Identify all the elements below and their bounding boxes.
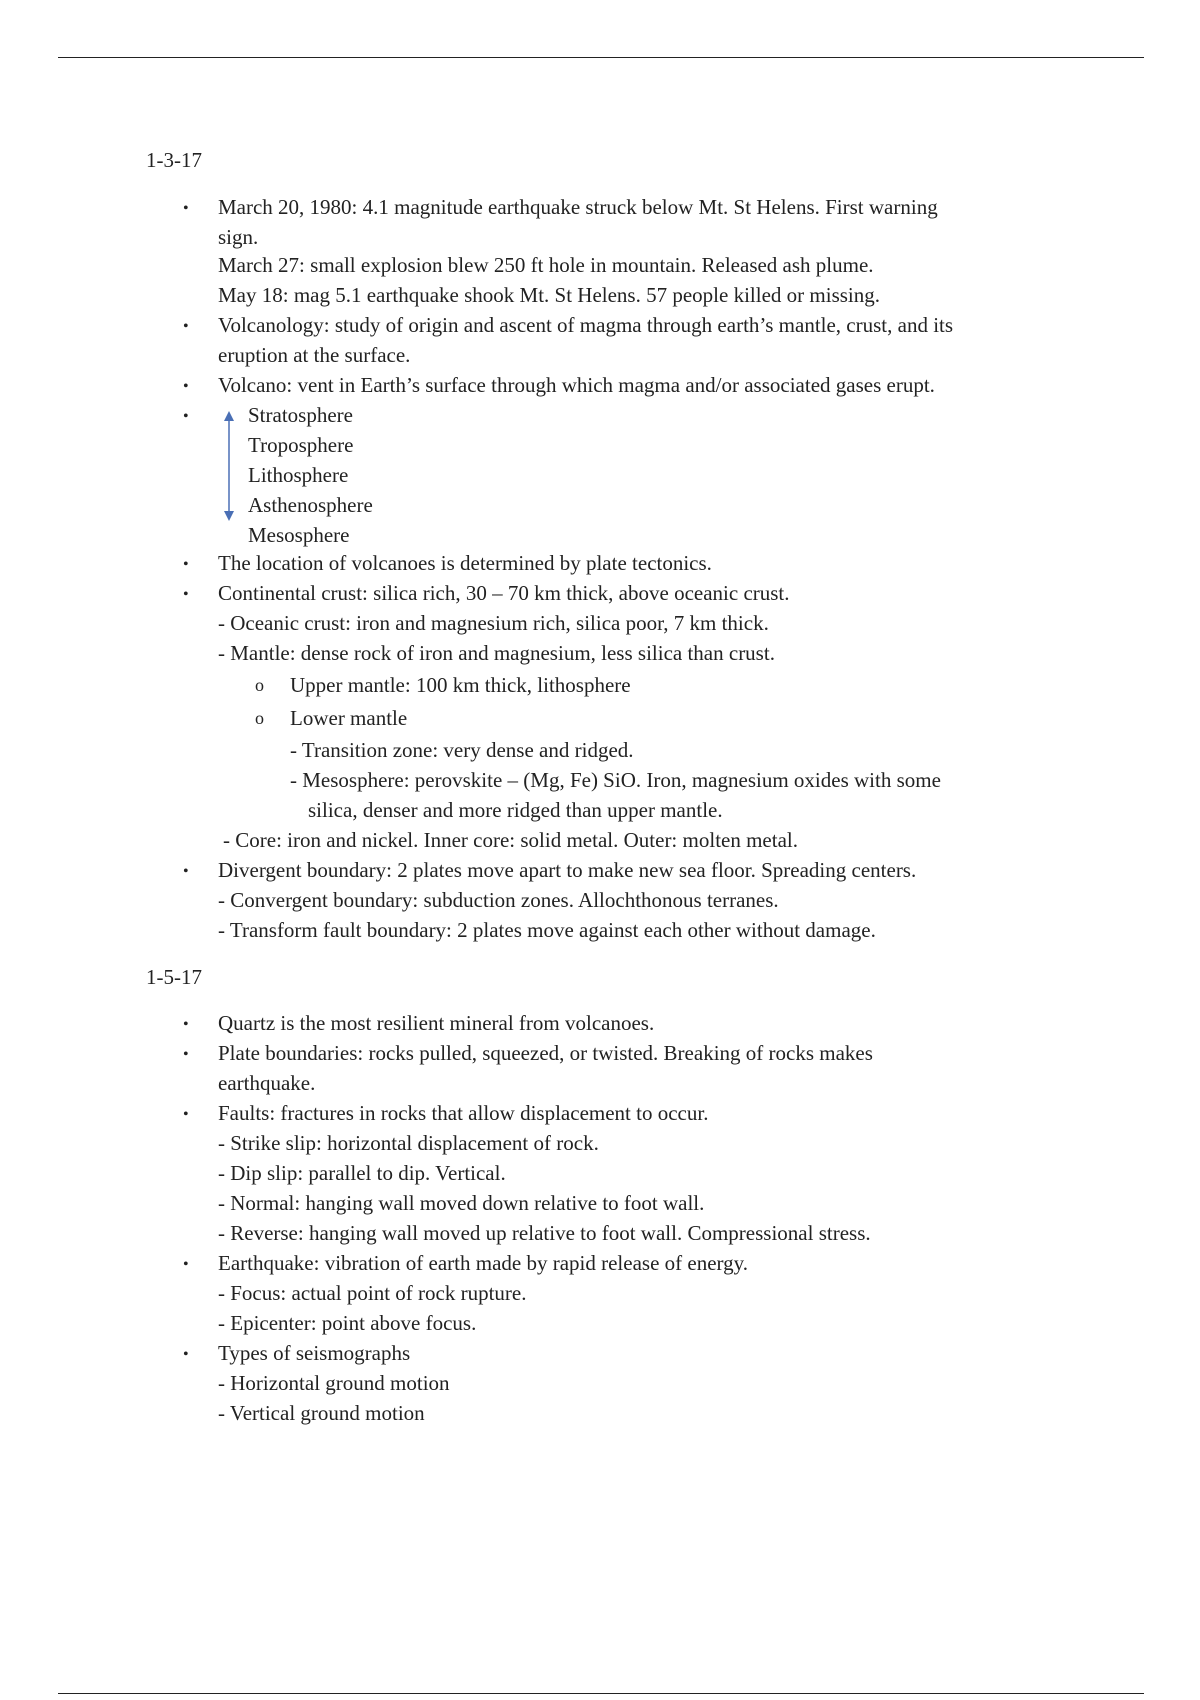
layer-item: Asthenosphere	[248, 493, 373, 517]
s1-sub-transition-zone: - Transition zone: very dense and ridged.	[290, 738, 634, 762]
s1-b7-line1: Divergent boundary: 2 plates move apart to make new sea floor. Spreading centers.	[218, 858, 917, 882]
s1-b2-line2: eruption at the surface.	[218, 343, 411, 367]
s2-b3-line1: Faults: fractures in rocks that allow displacement to occur.	[218, 1101, 709, 1125]
s1-b3: Volcano: vent in Earth’s surface through which magma and/or associated gases erupt.	[218, 373, 935, 397]
s2-b3-line5: - Reverse: hanging wall moved up relative to foot wall. Compressional stress.	[218, 1221, 871, 1245]
bullet-marker: •	[183, 556, 189, 573]
s2-b5-line3: - Vertical ground motion	[218, 1401, 425, 1425]
double-arrow-icon	[220, 410, 238, 522]
bullet-marker: •	[183, 200, 189, 217]
s1-sub-mesosphere-line2: silica, denser and more ridged than upper mantle.	[308, 798, 723, 822]
s2-b5-line1: Types of seismographs	[218, 1341, 411, 1365]
s1-b7-line3: - Transform fault boundary: 2 plates move against each other without damage.	[218, 918, 876, 942]
s2-b2-line1: Plate boundaries: rocks pulled, squeezed, or twisted. Breaking of rocks makes	[218, 1041, 873, 1065]
s2-b3-line2: - Strike slip: horizontal displacement of rock.	[218, 1131, 599, 1155]
bullet-marker: •	[183, 863, 189, 880]
s2-b4-line1: Earthquake: vibration of earth made by rapid release of energy.	[218, 1251, 749, 1275]
s1-sub-lower-mantle: Lower mantle	[290, 706, 408, 730]
s1-b1-line1: March 20, 1980: 4.1 magnitude earthquake struck below Mt. St Helens. First warning	[218, 195, 938, 219]
s1-sub-upper-mantle: Upper mantle: 100 km thick, lithosphere	[290, 673, 631, 697]
bullet-marker: •	[183, 1016, 189, 1033]
bullet-marker: •	[183, 408, 189, 425]
date-heading-2: 1-5-17	[146, 965, 202, 989]
s2-b2-line2: earthquake.	[218, 1071, 316, 1095]
footer-rule	[58, 1693, 1144, 1694]
bullet-marker: •	[183, 378, 189, 395]
s1-b1-line3: March 27: small explosion blew 250 ft hole in mountain. Released ash plume.	[218, 253, 874, 277]
s2-b4-line3: - Epicenter: point above focus.	[218, 1311, 477, 1335]
s1-b6-line1: Continental crust: silica rich, 30 – 70 km thick, above oceanic crust.	[218, 581, 790, 605]
s2-b3-line4: - Normal: hanging wall moved down relative to foot wall.	[218, 1191, 705, 1215]
header-rule	[58, 57, 1144, 58]
s2-b4-line2: - Focus: actual point of rock rupture.	[218, 1281, 527, 1305]
layer-item: Mesosphere	[248, 523, 350, 547]
bullet-marker: •	[183, 1346, 189, 1363]
s1-b2-line1: Volcanology: study of origin and ascent of magma through earth’s mantle, crust, and its	[218, 313, 954, 337]
bullet-marker: •	[183, 1046, 189, 1063]
bullet-marker: •	[183, 318, 189, 335]
bullet-marker: •	[183, 586, 189, 603]
s1-b1-line4: May 18: mag 5.1 earthquake shook Mt. St Helens. 57 people killed or missing.	[218, 283, 880, 307]
s2-b5-line2: - Horizontal ground motion	[218, 1371, 450, 1395]
circle-bullet-marker: o	[255, 675, 264, 695]
s1-b6-line2: - Oceanic crust: iron and magnesium rich, silica poor, 7 km thick.	[218, 611, 769, 635]
s1-b1-line2: sign.	[218, 225, 259, 249]
date-heading-1: 1-3-17	[146, 148, 202, 172]
s1-b6-line4: - Core: iron and nickel. Inner core: solid metal. Outer: molten metal.	[223, 828, 798, 852]
s1-b6-line3: - Mantle: dense rock of iron and magnesium, less silica than crust.	[218, 641, 775, 665]
s2-b1: Quartz is the most resilient mineral from volcanoes.	[218, 1011, 655, 1035]
s2-b3-line3: - Dip slip: parallel to dip. Vertical.	[218, 1161, 506, 1185]
layer-item: Lithosphere	[248, 463, 349, 487]
s1-b5: The location of volcanoes is determined by plate tectonics.	[218, 551, 712, 575]
circle-bullet-marker: o	[255, 708, 264, 728]
s1-b7-line2: - Convergent boundary: subduction zones. Allochthonous terranes.	[218, 888, 779, 912]
s1-sub-mesosphere-line1: - Mesosphere: perovskite – (Mg, Fe) SiO. Iron, magnesium oxides with some	[290, 768, 941, 792]
layer-item: Stratosphere	[248, 403, 353, 427]
bullet-marker: •	[183, 1106, 189, 1123]
layer-item: Troposphere	[248, 433, 354, 457]
bullet-marker: •	[183, 1256, 189, 1273]
